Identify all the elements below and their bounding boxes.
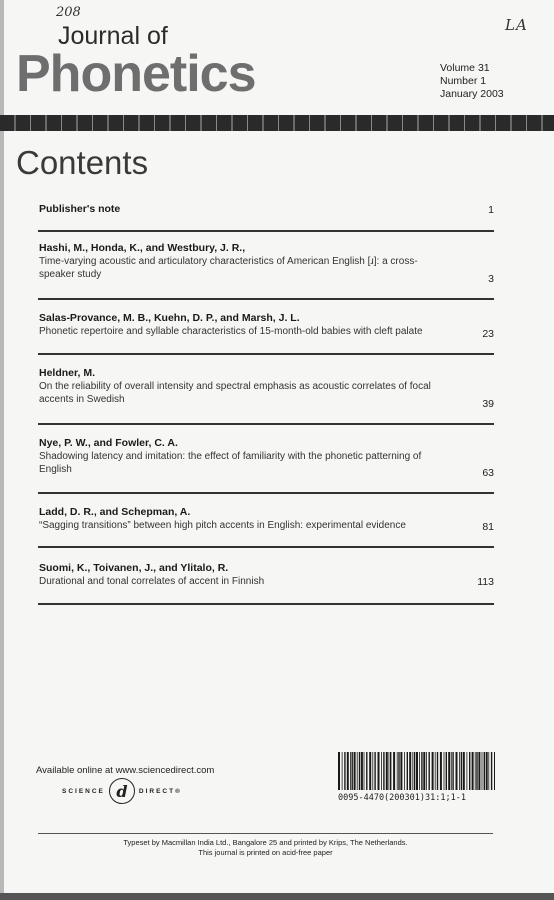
barcode-bar: [361, 752, 363, 790]
toc-divider: [38, 603, 494, 605]
issue-date-label: January 2003: [440, 88, 504, 100]
toc-entry-page: 113: [477, 576, 494, 588]
sciencedirect-d-icon: d: [109, 778, 135, 804]
toc-divider: [38, 298, 494, 300]
barcode-bar: [423, 752, 425, 790]
barcode-bar: [451, 752, 452, 790]
handwritten-initials: LA: [505, 16, 528, 34]
toc-entry-authors: Publisher's note: [39, 203, 121, 215]
barcode-bar: [407, 752, 408, 790]
footer-divider: [38, 833, 493, 834]
toc-entry-salas-provance[interactable]: [39, 311, 494, 343]
barcode-bar: [369, 752, 371, 790]
barcode-bar: [390, 752, 391, 790]
barcode-bar: [484, 752, 485, 790]
toc-entry-page: 3: [488, 273, 494, 285]
sciencedirect-logo: [62, 778, 182, 804]
barcode-bar: [463, 752, 465, 790]
barcode-bar: [475, 752, 476, 790]
barcode-bar: [409, 752, 411, 790]
barcode-bar: [494, 752, 495, 790]
barcode-bar: [354, 752, 356, 790]
barcode-bar: [467, 752, 468, 790]
barcode-bar: [383, 752, 384, 790]
toc-entry-heldner[interactable]: [39, 366, 494, 412]
toc-entry-page: 1: [488, 204, 494, 216]
barcode-bar: [421, 752, 422, 790]
toc-entry-title: On the reliability of overall intensity and spectral emphasis as acoustic correlates of focal accents in Swedish: [39, 381, 431, 405]
barcode-bar: [347, 752, 349, 790]
acid-free-paper-note: This journal is printed on acid-free paper: [198, 848, 333, 857]
barcode-bar: [364, 752, 365, 790]
barcode-bar: [404, 752, 405, 790]
barcode-bar: [412, 752, 413, 790]
barcode-bar: [429, 752, 430, 790]
barcode-bar: [357, 752, 358, 790]
barcode-bar: [419, 752, 420, 790]
barcode-bar: [397, 752, 398, 790]
toc-entry-suomi[interactable]: [39, 561, 494, 593]
toc-entry-title: “Sagging transitions” between high pitch accents in English: experimental evidence: [39, 520, 406, 531]
toc-divider: [38, 230, 494, 232]
barcode-bar: [478, 752, 480, 790]
page-left-edge-shadow: [0, 0, 4, 900]
sciencedirect-logo-left-word: SCIENCE: [62, 787, 105, 795]
toc-entry-title: Shadowing latency and imitation: the effect of familiarity with the phonetic patterning of English: [39, 451, 422, 475]
sciencedirect-logo-right-word: DIRECT®: [138, 787, 182, 795]
toc-entry-ladd[interactable]: [39, 505, 494, 537]
barcode-bar: [476, 752, 477, 790]
barcode-bar: [416, 752, 418, 790]
barcode-bar: [352, 752, 353, 790]
barcode-bar: [472, 752, 474, 790]
barcode-bar: [338, 752, 340, 790]
barcode-bar: [482, 752, 483, 790]
barcode-bar: [366, 752, 367, 790]
toc-divider: [38, 423, 494, 425]
page-bottom-edge-shadow: [0, 893, 554, 900]
toc-divider: [38, 353, 494, 355]
toc-entry-authors: Heldner, M.: [39, 367, 96, 379]
barcode-bar: [461, 752, 462, 790]
toc-entry-authors: Salas-Provance, M. B., Kuehn, D. P., and Marsh, J. L.: [39, 312, 300, 324]
barcode-bar: [444, 752, 445, 790]
barcode-bar: [432, 752, 434, 790]
toc-entry-publishers-note[interactable]: [39, 202, 494, 218]
barcode-bar: [437, 752, 438, 790]
barcode-bar: [459, 752, 460, 790]
toc-divider: [38, 546, 494, 548]
barcode-bar: [342, 752, 343, 790]
barcode-bar: [386, 752, 388, 790]
toc-entry-authors: Hashi, M., Honda, K., and Westbury, J. R.,: [39, 242, 246, 254]
barcode-bar: [486, 752, 488, 790]
issue-number-label: Number 1: [440, 75, 487, 87]
toc-entry-title: Durational and tonal correlates of accent in Finnish: [39, 576, 265, 587]
barcode-bar: [374, 752, 375, 790]
barcode-bar: [372, 752, 373, 790]
toc-entry-title: Time-varying acoustic and articulatory characteristics of American English [ɹ]: a cross-speaker study: [39, 256, 418, 280]
barcode-bar: [426, 752, 427, 790]
barcode-bar: [414, 752, 415, 790]
barcode-bar: [448, 752, 450, 790]
journal-title-large: Phonetics: [16, 45, 256, 103]
barcode-bar: [381, 752, 382, 790]
decorative-stripe-band: [0, 115, 554, 131]
available-online-text[interactable]: Available online at www.sciencedirect.com: [36, 765, 215, 776]
barcode-bar: [488, 752, 489, 790]
barcode: [338, 752, 495, 790]
barcode-bar: [446, 752, 447, 790]
typeset-info: Typeset by Macmillan India Ltd., Bangalore 25 and printed by Krips, The Netherlands.: [123, 838, 408, 847]
barcode-bar: [435, 752, 436, 790]
barcode-bar: [452, 752, 453, 790]
barcode-bar: [359, 752, 360, 790]
barcode-bar: [491, 752, 492, 790]
barcode-bar: [469, 752, 470, 790]
toc-entry-authors: Nye, P. W., and Fowler, C. A.: [39, 437, 178, 449]
barcode-bar: [389, 752, 390, 790]
toc-entry-authors: Suomi, K., Toivanen, J., and Ylitalo, R.: [39, 562, 229, 574]
handwritten-number: 208: [56, 5, 81, 20]
toc-divider: [38, 492, 494, 494]
barcode-bar: [344, 752, 345, 790]
barcode-bar: [393, 752, 395, 790]
barcode-bar: [440, 752, 442, 790]
barcode-number: 0095-4470(200301)31:1;1-1: [338, 793, 466, 803]
toc-entry-nye[interactable]: [39, 436, 494, 482]
barcode-bar: [400, 752, 402, 790]
volume-label: Volume 31: [440, 62, 490, 74]
barcode-bar: [456, 752, 458, 790]
toc-entry-title: Phonetic repertoire and syllable characteristics of 15-month-old babies with cleft palate: [39, 326, 423, 337]
toc-entry-page: 39: [482, 398, 494, 410]
barcode-bar: [350, 752, 351, 790]
toc-entry-page: 23: [482, 328, 494, 340]
toc-entry-authors: Ladd, D. R., and Schepman, A.: [39, 506, 191, 518]
barcode-bar: [378, 752, 380, 790]
journal-title-small: Journal of: [58, 22, 168, 50]
barcode-bar: [398, 752, 399, 790]
toc-entry-hashi[interactable]: [39, 241, 494, 287]
toc-entry-page: 81: [482, 521, 494, 533]
toc-entry-page: 63: [482, 467, 494, 479]
contents-heading: Contents: [16, 144, 149, 181]
